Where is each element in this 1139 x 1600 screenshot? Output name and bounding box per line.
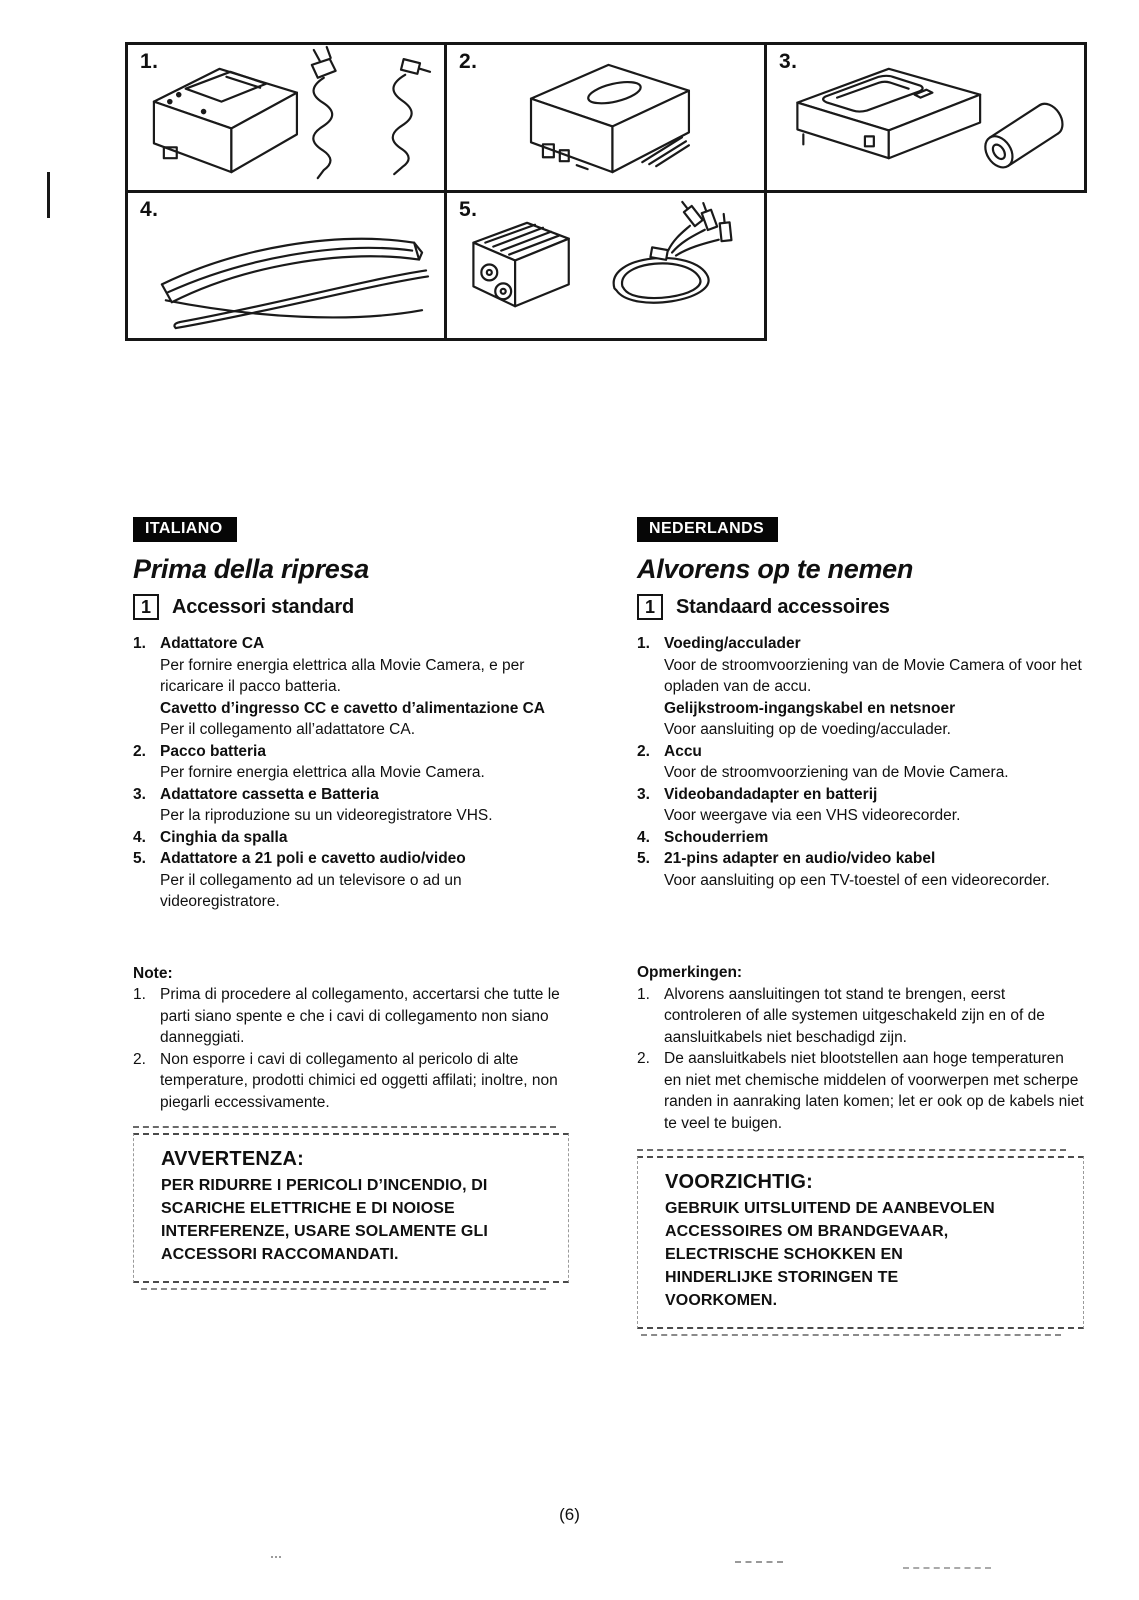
list-item xyxy=(637,827,1084,849)
figure-label-2: 2. xyxy=(459,50,478,73)
list-item xyxy=(637,784,1084,827)
note-item xyxy=(637,984,1084,1049)
subsection-header-italian xyxy=(133,594,569,620)
figure-cell-2 xyxy=(444,42,767,193)
dashed-rule xyxy=(641,1334,1061,1336)
cassette-adapter-battery-drawing xyxy=(767,45,1084,190)
figure-cell-1 xyxy=(125,42,447,193)
warning-block-dutch xyxy=(637,1149,1084,1336)
figure-label-4: 4. xyxy=(140,198,159,221)
scan-artifact-mark xyxy=(271,1556,281,1558)
item-desc: Voor weergave via een VHS videorecorder. xyxy=(664,807,961,824)
item-subdesc: Voor aansluiting op de voeding/acculader. xyxy=(664,721,951,738)
section-heading-dutch: Alvorens op te nemen xyxy=(637,554,914,584)
notes-block-dutch xyxy=(637,962,1084,1134)
item-desc: Per la riproduzione su un videoregistratore VHS. xyxy=(160,807,493,824)
warning-line: VOORKOMEN. xyxy=(665,1292,778,1309)
warning-title: VOORZICHTIG: xyxy=(665,1171,813,1193)
dashed-rule xyxy=(141,1288,546,1290)
list-item xyxy=(133,848,569,913)
italian-column xyxy=(133,517,569,1290)
list-item xyxy=(133,827,569,849)
warning-line: SCARICHE ELETTRICHE E DI NOIOSE xyxy=(161,1200,455,1217)
figure-row-top xyxy=(125,42,1087,193)
warning-line: PER RIDURRE I PERICOLI D’INCENDIO, DI xyxy=(161,1177,488,1194)
item-title: Pacco batteria xyxy=(160,742,266,760)
item-desc: Voor de stroomvoorziening van de Movie Camera of voor het opladen van de accu. xyxy=(664,656,1082,695)
warning-line: ACCESSORI RACCOMANDATI. xyxy=(161,1246,399,1263)
item-desc: Per fornire energia elettrica alla Movie Camera. xyxy=(160,764,485,781)
subsection-title: Accessori standard xyxy=(172,595,355,618)
item-title: Videobandadapter en batterij xyxy=(664,785,878,803)
note-text: Prima di procedere al collegamento, accertarsi che tutte le parti siano spente e che i cavi di collegamento non siano danneggiati. xyxy=(160,986,560,1046)
page-number: (6) xyxy=(559,1505,580,1524)
item-number: 2. xyxy=(637,742,650,760)
figure-cell-5 xyxy=(444,190,767,341)
note-text: Non esporre i cavi di collegamento al pericolo di alte temperature, prodotti chimici ed oggetti affilati; inoltre, non piegarli eccessivamente. xyxy=(160,1050,558,1111)
item-desc: Per fornire energia elettrica alla Movie Camera, e per ricaricare il pacco batteria. xyxy=(160,656,525,695)
warning-box xyxy=(637,1156,1084,1329)
item-title: 21-pins adapter en audio/video kabel xyxy=(664,850,936,867)
note-number: 2. xyxy=(133,1050,146,1068)
item-number: 4. xyxy=(133,828,146,846)
note-number: 2. xyxy=(637,1050,650,1067)
dutch-column xyxy=(637,517,1084,1336)
list-item xyxy=(637,633,1084,741)
language-badge-dutch: NEDERLANDS xyxy=(637,517,778,542)
item-desc: Voor aansluiting op een TV-toestel of een videorecorder. xyxy=(664,871,1050,889)
scan-artifact-mark xyxy=(735,1561,783,1563)
figure-label-3: 3. xyxy=(779,50,798,73)
item-number: 1. xyxy=(637,635,650,652)
figure-row-bottom xyxy=(125,190,1087,341)
list-item xyxy=(133,633,569,741)
list-item xyxy=(133,741,569,784)
accessories-figure xyxy=(125,42,1087,341)
notes-title: Note: xyxy=(133,964,173,982)
warning-block-italian xyxy=(133,1126,569,1290)
item-number: 2. xyxy=(133,742,146,760)
figure-cell-3 xyxy=(764,42,1087,193)
battery-pack-drawing xyxy=(447,45,764,190)
scan-artifact-mark xyxy=(47,172,50,218)
notes-block-italian xyxy=(133,963,569,1114)
note-item xyxy=(133,984,569,1049)
ac-adapter-drawing xyxy=(128,45,444,190)
figure-label-1: 1. xyxy=(140,50,159,73)
language-badge-italian: ITALIANO xyxy=(133,517,237,542)
shoulder-strap-drawing xyxy=(128,193,444,338)
scart-adapter-av-cable-drawing xyxy=(447,193,764,338)
item-number: 1. xyxy=(133,635,146,652)
list-item xyxy=(637,848,1084,891)
list-item xyxy=(133,784,569,827)
warning-line: ACCESSOIRES OM BRANDGEVAAR, xyxy=(665,1223,949,1240)
item-title: Voeding/acculader xyxy=(664,635,801,652)
note-item xyxy=(637,1048,1084,1134)
subsection-title: Standaard accessoires xyxy=(676,595,890,618)
note-number: 1. xyxy=(637,985,650,1003)
item-title: Adattatore a 21 poli e cavetto audio/video xyxy=(160,850,466,867)
note-item xyxy=(133,1049,569,1114)
item-title: Accu xyxy=(664,742,702,760)
note-number: 1. xyxy=(133,986,146,1003)
item-number: 5. xyxy=(133,850,146,867)
item-title: Adattatore CA xyxy=(160,635,265,652)
item-title: Cinghia da spalla xyxy=(160,828,288,846)
boxed-number: 1 xyxy=(133,594,159,620)
item-number: 5. xyxy=(637,850,650,867)
notes-title: Opmerkingen: xyxy=(637,964,743,981)
subsection-header-dutch xyxy=(637,594,1084,620)
note-text: De aansluitkabels niet blootstellen aan hoge temperaturen en niet met chemische middelen of voorwerpen met scherpe randen in aanraking laten komen; let er ook op de kabels niet te veel te buigen. xyxy=(664,1050,1084,1132)
item-number: 3. xyxy=(637,785,650,803)
warning-line: INTERFERENZE, USARE SOLAMENTE GLI xyxy=(161,1223,488,1240)
warning-line: ELECTRISCHE SCHOKKEN EN xyxy=(665,1246,903,1263)
item-title: Adattatore cassetta e Batteria xyxy=(160,785,379,803)
item-title: Schouderriem xyxy=(664,828,769,846)
note-text: Alvorens aansluitingen tot stand te brengen, eerst controleren of alle systemen uitgeschakeld zijn en of de aansluitkabels niet beschadigd zijn. xyxy=(664,985,1045,1046)
warning-line: GEBRUIK UITSLUITEND DE AANBEVOLEN xyxy=(665,1200,995,1217)
boxed-number: 1 xyxy=(637,594,663,620)
item-subtitle: Gelijkstroom-ingangskabel en netsnoer xyxy=(664,699,956,717)
dashed-rule xyxy=(637,1149,1066,1151)
warning-line: HINDERLIJKE STORINGEN TE xyxy=(665,1269,899,1286)
warning-title: AVVERTENZA: xyxy=(161,1148,304,1170)
item-number: 4. xyxy=(637,828,650,846)
item-subdesc: Per il collegamento all’adattatore CA. xyxy=(160,721,416,738)
list-item xyxy=(637,741,1084,784)
warning-box xyxy=(133,1133,569,1283)
item-desc: Per il collegamento ad un televisore o ad un videoregistratore. xyxy=(160,871,462,910)
item-number: 3. xyxy=(133,785,146,803)
figure-label-5: 5. xyxy=(459,198,478,221)
scan-artifact-mark xyxy=(903,1567,991,1569)
figure-cell-4 xyxy=(125,190,447,341)
dashed-rule xyxy=(133,1126,556,1128)
item-subtitle: Cavetto d’ingresso CC e cavetto d’alimentazione CA xyxy=(160,699,546,717)
item-desc: Voor de stroomvoorziening van de Movie Camera. xyxy=(664,764,1009,781)
section-heading-italian: Prima della ripresa xyxy=(133,554,369,584)
